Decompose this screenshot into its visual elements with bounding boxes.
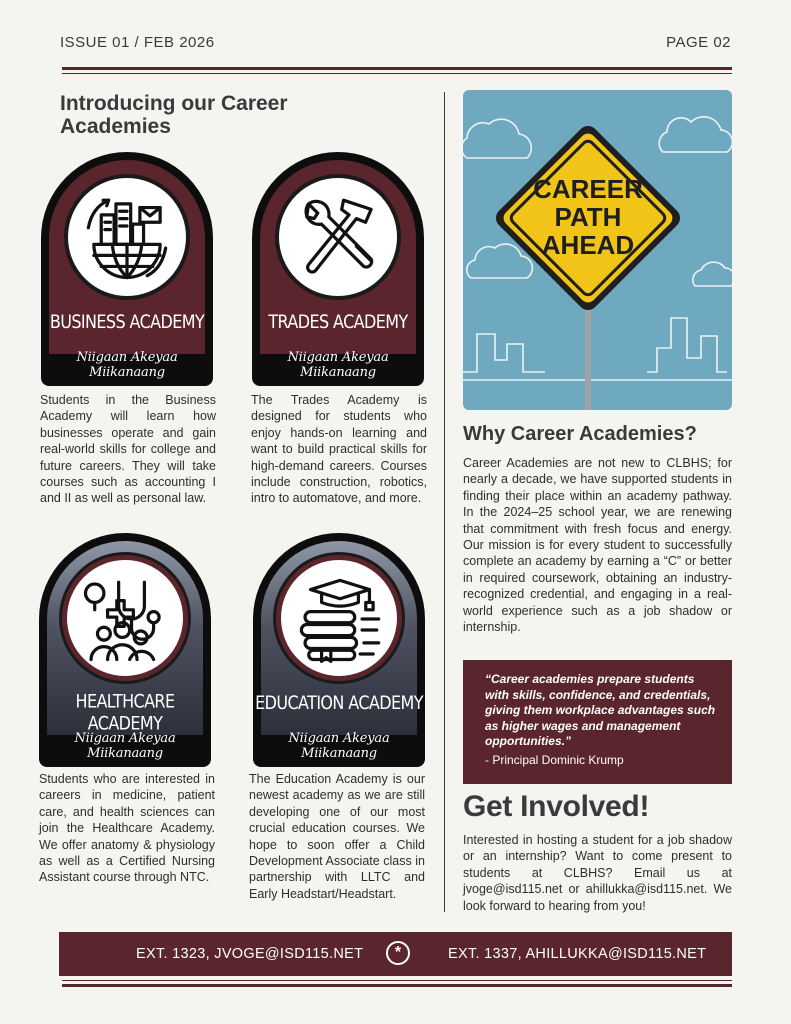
business-academy-description: Students in the Business Academy will learn how businesses operate and gain real-world skills for college and future careers. They will take courses such as accounting I and II as well as personal law. — [40, 393, 216, 506]
footer-rule-top — [62, 980, 732, 981]
column-divider — [444, 92, 445, 912]
footer-bar — [59, 932, 732, 976]
globe-buildings-icon — [81, 191, 173, 283]
trades-academy-description: The Trades Academy is designed for students who enjoy hands-on learning and want to build practical skills for high-demand careers. Courses include construction, robotics, intro to automatove, and more. — [251, 393, 427, 506]
books-graduation-cap-icon — [294, 573, 386, 665]
sign-pole — [585, 300, 591, 410]
city-skyline — [463, 318, 727, 372]
footer-rule-bottom — [62, 984, 732, 987]
stethoscope-people-icon — [80, 573, 172, 665]
sign-line-2: PATH — [554, 202, 622, 232]
education-academy-description: The Education Academy is our newest academy as we are still developing one of our most crucial education courses. We hope to soon offer a Child Development Associate class in partnership with LLTC and Early Headstart/Headstart. — [249, 772, 425, 901]
header-rule-top — [62, 67, 732, 70]
quote-box — [463, 660, 732, 784]
education-academy-subtitle: Niigaan Akeyaa Miikanaang — [288, 731, 390, 761]
sign-line-3: AHEAD — [541, 230, 635, 260]
get-involved-title: Get Involved! — [463, 790, 650, 823]
trades-academy-subtitle: Niigaan Akeyaa Miikanaang — [287, 350, 389, 380]
sign-line-1: CAREER — [533, 174, 643, 204]
business-academy-badge — [41, 152, 213, 386]
cloud-shape — [463, 119, 531, 158]
trades-academy-title: TRADES ACADEMY — [268, 310, 408, 333]
business-academy-title: BUSINESS ACADEMY — [49, 310, 205, 333]
trades-academy-badge — [252, 152, 424, 386]
career-path-illustration — [463, 90, 732, 410]
quote-text: “Career academies prepare students with skills, confidence, and credentials, giving them workplace advantages such as higher wages and management opportunities.” — [485, 672, 716, 749]
cloud-shape — [693, 262, 732, 286]
header-issue: ISSUE 01 / FEB 2026 — [60, 34, 215, 51]
get-involved-body: Interested in hosting a student for a job shadow or an internship? Want to come present to students at CLBHS? Email us at jvoge@isd115.net or ahillukka@isd115.net. We look forward to hearing from you! — [463, 833, 732, 913]
education-academy-title: EDUCATION ACADEMY — [255, 691, 423, 714]
footer-contact-right: EXT. 1337, AHILLUKKA@ISD115.NET — [448, 946, 707, 962]
cloud-shape — [659, 117, 732, 152]
wrench-hammer-icon — [292, 191, 384, 283]
healthcare-academy-subtitle: Niigaan Akeyaa Miikanaang — [74, 731, 176, 761]
footer-contact-left: EXT. 1323, JVOGE@ISD115.NET — [136, 946, 364, 962]
cloud-shape — [467, 244, 533, 278]
business-academy-subtitle: Niigaan Akeyaa Miikanaang — [76, 350, 178, 380]
header-rule-bottom — [62, 73, 732, 74]
education-academy-badge — [253, 533, 425, 767]
healthcare-academy-badge — [39, 533, 211, 767]
healthcare-academy-title: HEALTHCARE ACADEMY — [75, 690, 175, 734]
why-title: Why Career Academies? — [463, 423, 697, 445]
why-body: Career Academies are not new to CLBHS; for nearly a decade, we have supported students in finding their place within an academy pathway. In the 2024–25 school year, we are renewing that commitment with fresh focus and energy. Our mission is for every student to successfully complete an academy by earning a “C” or better in required coursework, obtaining an industry-recognized credential, and engaging in a real-world experience such as a job shadow or internship. — [463, 456, 732, 635]
quote-attribution: - Principal Dominic Krump — [485, 752, 624, 767]
asterisk-icon: * — [386, 941, 410, 965]
healthcare-academy-description: Students who are interested in careers in medicine, patient care, and health sciences can join the Healthcare Academy. We offer anatomy & physiology as well as a Certified Nursing Assistant course through NTC. — [39, 772, 215, 885]
section-title: Introducing our Career Academies — [60, 92, 288, 138]
header-page-number: PAGE 02 — [666, 34, 731, 51]
